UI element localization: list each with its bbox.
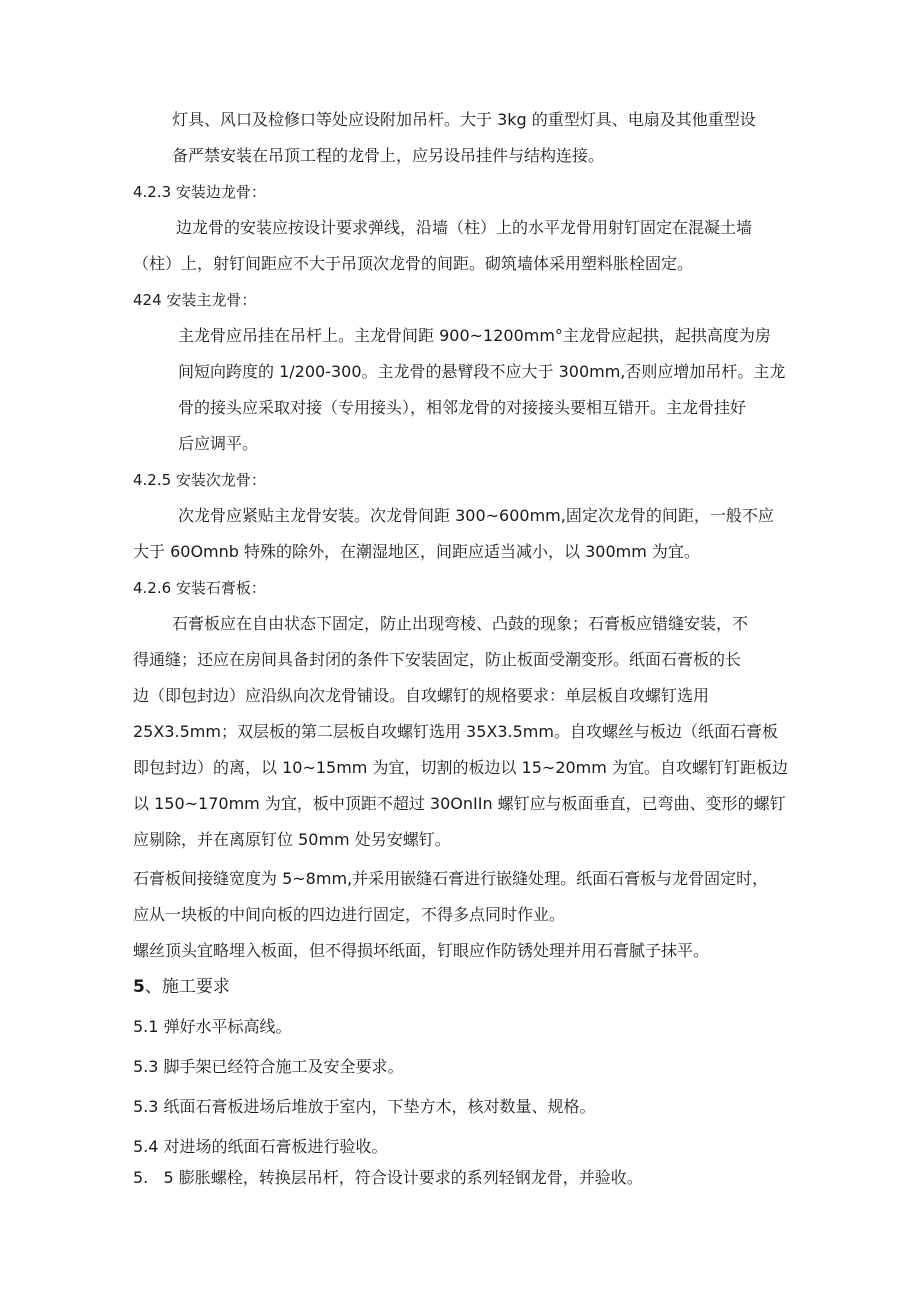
joint-paragraph-line-1: 石膏板间接缝宽度为 5~8mm,并采用嵌缝石膏进行嵌缝处理。纸面石膏板与龙骨固定时， <box>133 869 769 888</box>
section-4-2-4-line-1: 主龙骨应吊挂在吊杆上。主龙骨间距 900~1200mm°主龙骨应起拱，起拱高度为房 <box>178 326 771 345</box>
section-4-2-5-heading: 4.2.5 安装次龙骨： <box>133 471 266 489</box>
section-4-2-6-line-3: 边（即包封边）应沿纵向次龙骨铺设。自攻螺钉的规格要求：单层板自攻螺钉选用 <box>133 686 710 705</box>
section-5-title: 、施工要求 <box>144 977 230 997</box>
section-4-2-3-line-1: 边龙骨的安装应按设计要求弹线，沿墙（柱）上的水平龙骨用射钉固定在混凝土墙 <box>176 218 753 237</box>
section-5-item-4: 5.4 对进场的纸面石膏板进行验收。 <box>133 1137 388 1156</box>
section-4-2-3-heading: 4.2.3 安装边龙骨： <box>133 183 266 201</box>
section-4-2-6-line-4: 25X3.5mm；双层板的第二层板自攻螺钉选用 35X3.5mm。自攻螺丝与板边（纸面石膏板 <box>133 722 778 741</box>
intro-line-1: 灯具、风口及检修口等处应设附加吊杆。大于 3kg 的重型灯具、电扇及其他重型设 <box>172 110 756 129</box>
section-4-2-4-line-3: 骨的接头应采取对接（专用接头），相邻龙骨的对接接头要相互错开。主龙骨挂好 <box>178 398 747 417</box>
joint-paragraph-line-2: 应从一块板的中间向板的四边进行固定，不得多点同时作业。 <box>133 905 566 924</box>
section-4-2-6-line-7: 应剔除，并在离原钉位 50mm 处另安螺钉。 <box>133 830 451 849</box>
section-4-2-6-line-6: 以 150~170mm 为宜，板中顶距不超过 30OnIIn 螺钉应与板面垂直，已弯曲、变形的螺钉 <box>133 794 786 813</box>
section-4-2-5-line-2: 大于 60Omnb 特殊的除外，在潮湿地区，间距应适当减小，以 300mm 为宜。 <box>133 542 700 561</box>
section-4-2-6-heading: 4.2.6 安装石膏板： <box>133 579 266 597</box>
section-4-2-6-line-2: 得通缝；还应在房间具备封闭的条件下安装固定，防止板面受潮变形。纸面石膏板的长 <box>133 650 742 669</box>
section-4-2-6-line-1: 石膏板应在自由状态下固定，防止出现弯棱、凸鼓的现象；石膏板应错缝安装，不 <box>172 614 749 633</box>
intro-line-2: 备严禁安装在吊顶工程的龙骨上，应另设吊挂件与结构连接。 <box>172 146 605 165</box>
section-5-heading <box>133 975 230 999</box>
section-5-number: 5 <box>133 977 145 997</box>
screw-paragraph: 螺丝顶头宜略埋入板面，但不得损坏纸面，钉眼应作防锈处理并用石膏腻子抹平。 <box>133 941 710 960</box>
section-4-2-4-line-4: 后应调平。 <box>178 434 259 453</box>
section-5-item-3: 5.3 纸面石膏板进场后堆放于室内，下垫方木，核对数量、规格。 <box>133 1097 596 1116</box>
section-5-item-1: 5.1 弹好水平标高线。 <box>133 1017 292 1036</box>
section-5-item-5: 5. 5 膨胀螺栓，转换层吊杆，符合设计要求的系列轻钢龙骨，并验收。 <box>133 1168 643 1187</box>
section-5-item-2: 5.3 脚手架已经符合施工及安全要求。 <box>133 1057 404 1076</box>
section-4-2-3-line-2: （柱）上，射钉间距应不大于吊顶次龙骨的间距。砌筑墙体采用塑料胀栓固定。 <box>133 254 694 273</box>
section-4-2-5-line-1: 次龙骨应紧贴主龙骨安装。次龙骨间距 300~600mm,固定次龙骨的间距，一般不应 <box>178 506 774 525</box>
section-4-2-4-heading: 424 安装主龙骨： <box>133 291 257 309</box>
section-4-2-6-line-5: 即包封边）的离，以 10~15mm 为宜，切割的板边以 15~20mm 为宜。自攻螺钉钉距板边 <box>133 758 788 777</box>
section-4-2-4-line-2: 间短向跨度的 1/200-300。主龙骨的悬臂段不应大于 300mm,否则应增加吊杆。主龙 <box>178 362 786 381</box>
